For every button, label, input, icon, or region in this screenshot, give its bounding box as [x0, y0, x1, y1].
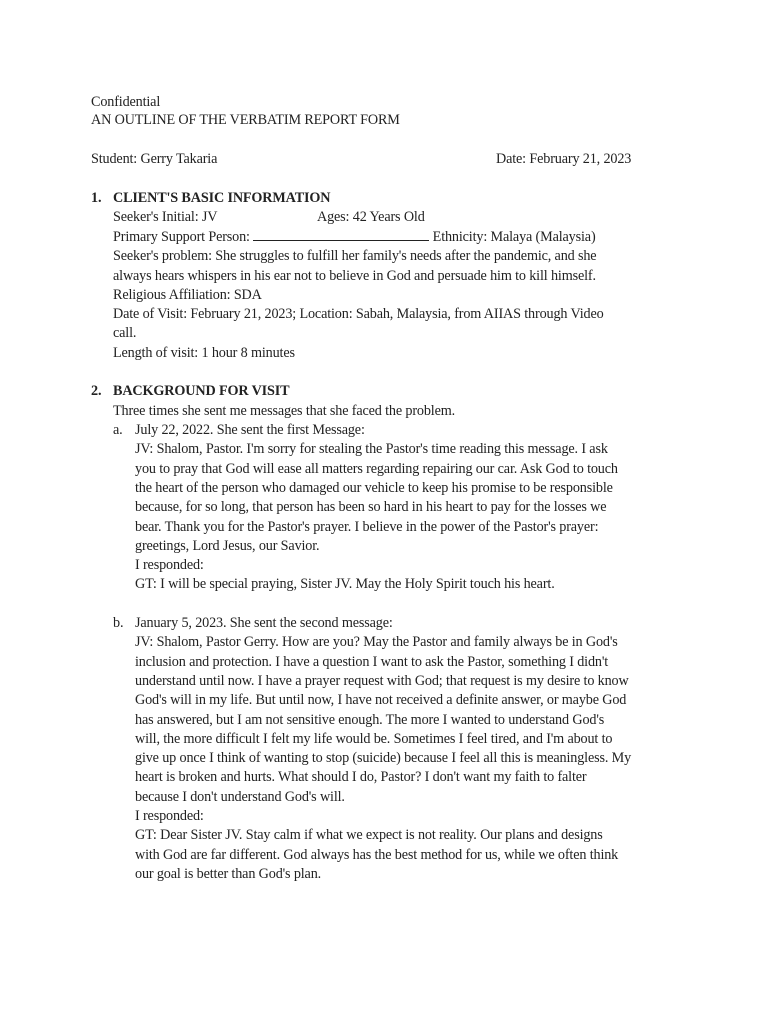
seeker-problem-line-2: always hears whispers in his ear not to believe in God and persuade him to kill himself. [113, 268, 596, 284]
item-a-line: July 22, 2022. She sent the first Message: [135, 422, 365, 438]
item-b-line: inclusion and protection. I have a question I want to ask the Pastor, something I didn't [135, 654, 609, 670]
item-a-line: the heart of the person who damaged our vehicle to keep his promise to be responsible [135, 480, 613, 496]
item-b-line: because I don't understand God's will. [135, 789, 345, 805]
item-a-marker: a. [113, 422, 123, 438]
item-b-line: with God are far different. God always has the best method for us, while we often think [135, 847, 619, 863]
seeker-age: Ages: 42 Years Old [317, 209, 425, 225]
document-title: AN OUTLINE OF THE VERBATIM REPORT FORM [91, 112, 400, 128]
visit-length: Length of visit: 1 hour 8 minutes [113, 345, 295, 361]
item-b-line: heart is broken and hurts. What should I do, Pastor? I don't want my faith to falter [135, 769, 587, 785]
visit-details-line-1: Date of Visit: February 21, 2023; Location: Sabah, Malaysia, from AIIAS through Video [113, 306, 604, 322]
section2-number: 2. [91, 383, 102, 399]
section2-heading: BACKGROUND FOR VISIT [113, 383, 290, 399]
item-b-line: God's will in my life. But until now, I have not received a definite answer, or maybe God [135, 692, 627, 708]
item-b-line: give up once I think of wanting to stop (suicide) because I feel all this is meaningless. My [135, 750, 632, 766]
item-a-line: you to pray that God will ease all matters regarding repairing our car. Ask God to touch [135, 461, 618, 477]
item-b-line: has answered, but I am not sensitive enough. The more I wanted to understand God's [135, 712, 605, 728]
item-a-line: I responded: [135, 557, 204, 573]
item-a-line: greetings, Lord Jesus, our Savior. [135, 538, 320, 554]
item-b-marker: b. [113, 615, 124, 631]
primary-support-row [113, 228, 596, 248]
item-a-line: JV: Shalom, Pastor. I'm sorry for stealing the Pastor's time reading this message. I ask [135, 441, 608, 457]
student-name: Student: Gerry Takaria [91, 151, 218, 167]
item-b-line: I responded: [135, 808, 204, 824]
section1-heading: CLIENT'S BASIC INFORMATION [113, 190, 331, 206]
seeker-initial: Seeker's Initial: JV [113, 209, 218, 225]
item-a-line: because, for so long, that person has been so hard in his heart to pay for the losses we [135, 499, 607, 515]
item-b-line: our goal is better than God's plan. [135, 866, 322, 882]
item-a-line: bear. Thank you for the Pastor's prayer. I believe in the power of the Pastor's prayer: [135, 519, 599, 535]
religious-affiliation: Religious Affiliation: SDA [113, 287, 262, 303]
primary-support-blank [253, 228, 429, 241]
ethnicity: Ethnicity: Malaya (Malaysia) [432, 229, 596, 245]
item-b-line: will, the more difficult I felt my life would be. Sometimes I feel tired, and I'm about to [135, 731, 613, 747]
item-a-line: GT: I will be special praying, Sister JV. May the Holy Spirit touch his heart. [135, 576, 555, 592]
visit-details-line-2: call. [113, 325, 137, 341]
section2-intro: Three times she sent me messages that she faced the problem. [113, 403, 456, 419]
item-b-line: GT: Dear Sister JV. Stay calm if what we expect is not reality. Our plans and designs [135, 827, 603, 843]
primary-support-label: Primary Support Person: [113, 229, 250, 245]
report-date: Date: February 21, 2023 [496, 151, 632, 167]
item-b-line: JV: Shalom, Pastor Gerry. How are you? May the Pastor and family always be in God's [135, 634, 618, 650]
item-b-line: January 5, 2023. She sent the second message: [135, 615, 393, 631]
seeker-problem-line-1: Seeker's problem: She struggles to fulfill her family's needs after the pandemic, and she [113, 248, 597, 264]
section1-number: 1. [91, 190, 102, 206]
confidential-label: Confidential [91, 94, 161, 110]
item-b-line: understand until now. I have a prayer request with God; that request is my desire to know [135, 673, 629, 689]
